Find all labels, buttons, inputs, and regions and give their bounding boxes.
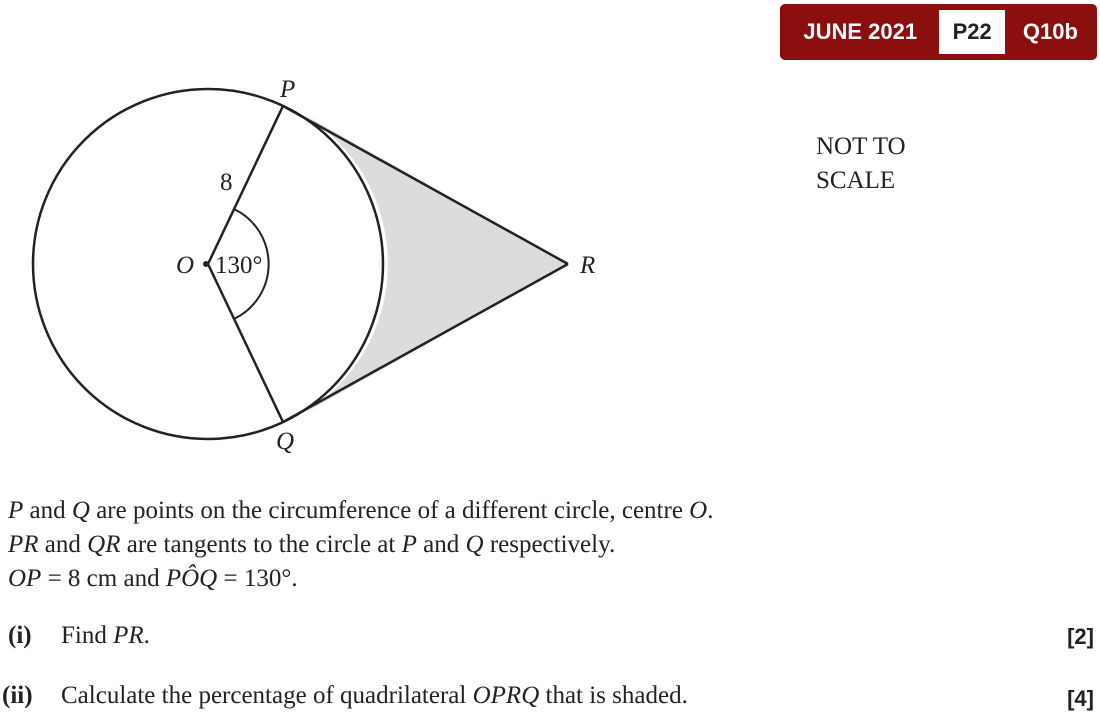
- paper-number: P22: [939, 10, 1004, 54]
- stem-text: are points on the circumference of a different circle, centre: [89, 497, 690, 524]
- stem-var: Q: [465, 531, 484, 558]
- stem-text: are tangents to the circle at: [120, 531, 402, 558]
- stem-text: = 130°.: [217, 565, 298, 592]
- marks-part-ii: [4]: [1067, 686, 1094, 711]
- centre-point: [203, 261, 209, 267]
- part-number: (i): [8, 622, 32, 649]
- label-p: P: [280, 76, 296, 103]
- stem-var: Q: [71, 497, 90, 524]
- marks-part-i: [2]: [1067, 624, 1094, 649]
- question-part-i: [8, 622, 150, 650]
- stem-var: P: [401, 531, 417, 558]
- radius-oq: [208, 264, 283, 422]
- part-text-end: that is shaded.: [539, 682, 688, 709]
- label-r: R: [580, 252, 596, 279]
- not-to-scale-line1: NOT TO: [816, 133, 906, 160]
- stem-line-2: [8, 528, 713, 562]
- part-text: Calculate the percentage of quadrilateral: [61, 682, 473, 709]
- stem-text: and: [23, 497, 72, 524]
- label-q: Q: [276, 428, 295, 455]
- stem-var: P: [8, 497, 24, 524]
- stem-text: .: [707, 497, 714, 524]
- shaded-region: [296, 110, 568, 418]
- stem-var: PR: [8, 531, 39, 558]
- stem-var: OP: [8, 565, 42, 592]
- stem-text: respectively.: [483, 531, 616, 558]
- question-number: Q10b: [1022, 19, 1078, 44]
- part-text-end: .: [143, 622, 150, 649]
- not-to-scale-note: [816, 130, 906, 198]
- stem-line-1: [8, 494, 713, 528]
- angle-label: 130°: [215, 252, 263, 279]
- part-var: OPRQ: [472, 682, 540, 709]
- stem-text: and: [38, 531, 88, 558]
- circle-tangent-diagram: [0, 0, 780, 470]
- not-to-scale-line2: SCALE: [816, 167, 896, 194]
- exam-date: JUNE 2021: [803, 19, 918, 44]
- question-part-ii: [2, 682, 688, 710]
- part-number: (ii): [2, 682, 33, 709]
- question-reference-badge: [780, 4, 1097, 60]
- question-stem: [8, 494, 713, 596]
- stem-var: PÔQ: [165, 565, 218, 592]
- radius-length-label: 8: [220, 169, 233, 196]
- stem-var: O: [689, 497, 708, 524]
- stem-var: QR: [87, 531, 121, 558]
- part-var: PR: [113, 622, 144, 649]
- stem-line-3: [8, 562, 713, 596]
- stem-text: and: [416, 531, 466, 558]
- label-o: O: [176, 252, 195, 279]
- stem-text: = 8 cm and: [41, 565, 166, 592]
- part-text: Find: [61, 622, 114, 649]
